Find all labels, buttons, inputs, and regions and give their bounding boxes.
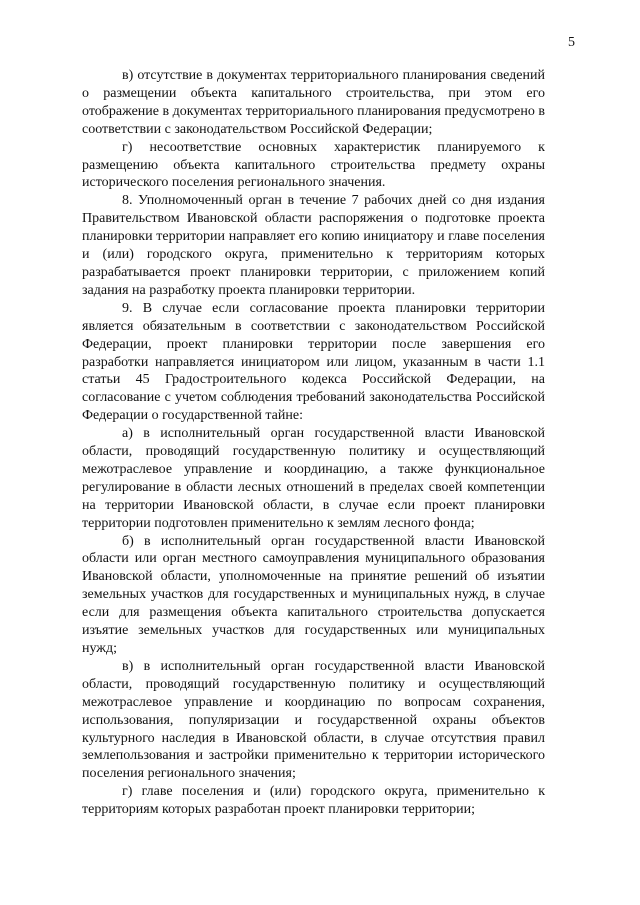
document-body [82,67,545,819]
paragraph-9-approval: 9. В случае если согласование проекта планировки территории является обязательным в соответствии с законодательством Российской Федерации, проект планировки территории после завершения его разработки направляется инициатором или лицом, указанным в части 1.1 статьи 45 Градостроительного кодекса Российской Федерации, на согласование с учетом соблюдения требований законодательства Российской Федерации о государственной тайне: [82,300,545,424]
paragraph-9b-land-seizure: б) в исполнительный орган государственной власти Ивановской области или орган местного самоуправления муниципального образования Ивановской области, уполномоченные на принятие решений об изъятии земельных участков для государственных и муниципальных нужд, в случае если для размещения объекта капитального строительства допускается изъятие земельных участков для государственных или муниципальных нужд; [82,533,545,656]
paragraph-9a-forest-lands: а) в исполнительный орган государственной власти Ивановской области, проводящий государственную политику и осуществляющий межотраслевое управление и координацию, а также функциональное регулирование в области лесных отношений в пределах своей компетенции на территории Ивановской области, в случае если проект планировки территории подготовлен применительно к землям лесного фонда; [82,426,545,531]
page-number: 5 [568,35,575,50]
paragraph-9v-cultural-heritage: в) в исполнительный орган государственной власти Ивановской области, проводящий государственную политику и осуществляющий межотраслевое управление и координацию по вопросам сохранения, использования, популяризации и государственной охраны объектов культурного наследия в Ивановской области, в случае отсутствия правил землепользования и застройки применительно к территории исторического поселения регионального значения; [82,658,545,782]
paragraph-g-noncompliance: г) несоответствие основных характеристик планируемого к размещению объекта капитального строительства предмету охраны исторического поселения регионального значения. [82,139,545,191]
paragraph-9g-settlement-head: г) главе поселения и (или) городского округа, применительно к территориям которых разработан проект планировки территории; [82,784,545,818]
paragraph-8-authorized-body: 8. Уполномоченный орган в течение 7 рабочих дней со дня издания Правительством Ивановской области распоряжения о подготовке проекта планировки территории направляет его копию инициатору и главе поселения и (или) городского округа, применительно к территориям которых разрабатывается проект планировки территории, с приложением копий задания на разработку проекта планировки территории. [82,193,545,298]
paragraph-v-missing-in-planning: в) отсутствие в документах территориального планирования сведений о размещении объекта капитального строительства, при этом его отображение в документах территориального планирования предусмотрено в соответствии с законодательством Российской Федерации; [82,68,545,137]
